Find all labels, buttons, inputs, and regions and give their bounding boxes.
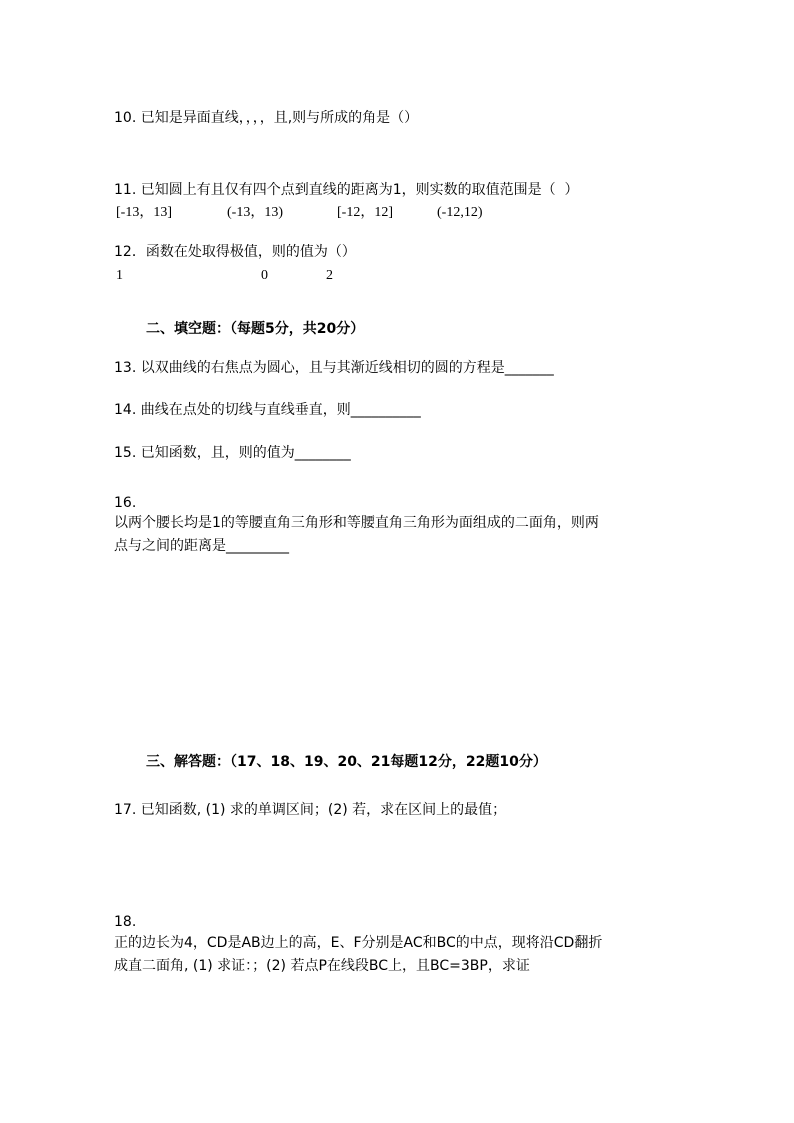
question-18-line-2: 成直二面角, (1) 求证：；(2) 若点P在线段BC上，且BC=3BP，求证 — [114, 958, 530, 974]
question-18-number: 18. — [114, 914, 137, 930]
question-14: 14. 曲线在点处的切线与直线垂直，则__________ — [114, 402, 421, 418]
question-12-option-a: 1 — [116, 268, 123, 283]
question-11-option-c: [-12，12] — [337, 205, 393, 220]
question-11: 11. 已知圆上有且仅有四个点到直线的距离为1，则实数的取值范围是（ ） — [114, 182, 579, 198]
question-11-option-d: (-12,12) — [437, 205, 483, 220]
question-16-number: 16. — [114, 495, 137, 511]
question-11-option-a: [-13，13] — [116, 205, 172, 220]
question-17: 17. 已知函数, (1) 求的单调区间；(2) 若，求在区间上的最值； — [114, 802, 507, 818]
question-12-option-c: 2 — [326, 268, 333, 283]
question-10: 10. 已知是异面直线，，，，且,则与所成的角是（） — [114, 110, 419, 126]
question-12: 12．函数在处取得极值，则的值为（） — [114, 244, 356, 260]
question-16-line-1: 以两个腰长均是1的等腰直角三角形和等腰直角三角形为面组成的二面角，则两 — [114, 515, 599, 531]
question-11-option-b: (-13，13) — [227, 205, 283, 220]
section-2-title: 二、填空题：（每题5分，共20分） — [146, 321, 365, 337]
section-3-title: 三、解答题：（17、18、19、20、21每题12分，22题10分） — [146, 754, 547, 770]
question-18-line-1: 正的边长为4，CD是AB边上的高，E、F分别是AC和BC的中点，现将沿CD翻折 — [114, 935, 603, 951]
question-16-line-2: 点与之间的距离是_________ — [114, 538, 289, 554]
question-15: 15. 已知函数，且，则的值为________ — [114, 445, 351, 461]
question-13: 13. 以双曲线的右焦点为圆心，且与其渐近线相切的圆的方程是_______ — [114, 360, 554, 376]
question-12-option-b: 0 — [261, 268, 268, 283]
